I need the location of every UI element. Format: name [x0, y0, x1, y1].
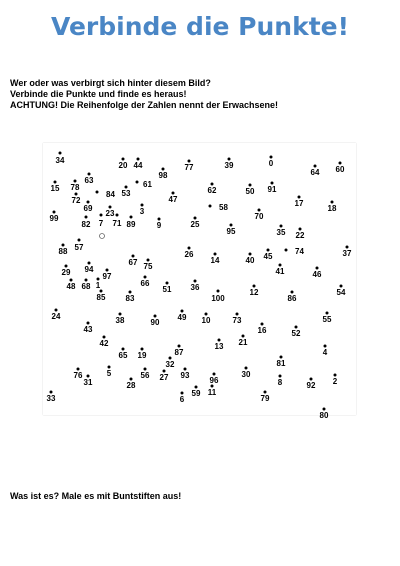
dot-label-40: 40	[245, 256, 255, 265]
dot-label-25: 25	[190, 220, 200, 229]
dot-label-12: 12	[249, 288, 259, 297]
dot-label-1: 1	[95, 281, 101, 290]
dot-label-43: 43	[83, 325, 93, 334]
dot-label-2: 2	[332, 377, 338, 386]
dot-label-57: 57	[74, 243, 84, 252]
dot-label-77: 77	[184, 163, 194, 172]
dot-label-97: 97	[102, 272, 112, 281]
dot-label-23: 23	[105, 209, 115, 218]
dot-label-71: 71	[112, 219, 122, 228]
dot-label-67: 67	[128, 258, 138, 267]
dot-label-74: 74	[295, 247, 304, 256]
dot-label-60: 60	[335, 165, 345, 174]
dot-label-51: 51	[162, 285, 172, 294]
start-marker-circle	[100, 234, 105, 239]
dot-label-70: 70	[254, 212, 264, 221]
dot-label-81: 81	[276, 359, 286, 368]
dot-label-85: 85	[96, 293, 106, 302]
dot-label-45: 45	[263, 252, 273, 261]
dot-label-52: 52	[291, 329, 301, 338]
dot-label-50: 50	[245, 187, 255, 196]
dot-label-93: 93	[180, 371, 190, 380]
dot-label-72: 72	[71, 196, 81, 205]
dot-57[interactable]	[78, 239, 81, 242]
dot-label-49: 49	[177, 313, 187, 322]
dot-label-48: 48	[66, 282, 76, 291]
dot-label-14: 14	[210, 256, 220, 265]
dot-label-91: 91	[267, 185, 277, 194]
dot-label-55: 55	[322, 315, 332, 324]
dot-label-16: 16	[257, 326, 267, 335]
dot-label-13: 13	[214, 342, 224, 351]
dot-label-86: 86	[287, 294, 297, 303]
dot-label-75: 75	[143, 262, 153, 271]
dot-label-37: 37	[342, 249, 352, 258]
dot-label-99: 99	[49, 214, 59, 223]
dot-label-73: 73	[232, 316, 242, 325]
dot-label-0: 0	[268, 159, 274, 168]
dot-label-88: 88	[58, 247, 68, 256]
dot-label-61: 61	[143, 180, 152, 189]
dot-label-4: 4	[322, 348, 328, 357]
dot-label-38: 38	[115, 316, 125, 325]
dot-82[interactable]	[85, 216, 88, 219]
instruction-line-2: Verbinde die Punkte und finde es heraus!	[10, 89, 187, 99]
dot-label-98: 98	[158, 171, 168, 180]
dot-label-22: 22	[295, 231, 305, 240]
dot-label-11: 11	[207, 388, 217, 397]
dot-label-95: 95	[226, 227, 236, 236]
instruction-line-3: ACHTUNG! Die Reihenfolge der Zahlen nennt der Erwachsene!	[10, 100, 279, 110]
dot-label-59: 59	[191, 389, 201, 398]
dot-label-69: 69	[83, 204, 93, 213]
dot-label-20: 20	[118, 161, 128, 170]
dot-label-56: 56	[140, 371, 150, 380]
dot-label-42: 42	[99, 339, 109, 348]
dot-label-24: 24	[51, 312, 61, 321]
dot-label-53: 53	[121, 189, 131, 198]
dot-label-35: 35	[276, 228, 286, 237]
page-title: Verbinde die Punkte!	[50, 12, 350, 41]
dot-label-82: 82	[81, 220, 91, 229]
dot-58[interactable]	[209, 205, 212, 208]
dot-label-89: 89	[126, 220, 136, 229]
dot-label-64: 64	[310, 168, 320, 177]
dot-label-96: 96	[209, 376, 219, 385]
dot-label-84: 84	[106, 190, 115, 199]
dot-label-6: 6	[179, 395, 185, 404]
dot-label-76: 76	[73, 371, 83, 380]
dot-label-47: 47	[168, 195, 178, 204]
dot-61[interactable]	[136, 181, 139, 184]
dot-label-3: 3	[139, 207, 145, 216]
dot-puzzle[interactable]	[43, 143, 356, 420]
dot-label-68: 68	[81, 282, 91, 291]
dot-label-31: 31	[83, 378, 93, 387]
dot-71[interactable]	[116, 214, 119, 217]
dot-label-100: 100	[211, 294, 225, 303]
instructions	[10, 78, 395, 111]
dot-label-79: 79	[260, 394, 270, 403]
dot-label-7: 7	[98, 219, 104, 228]
dot-100[interactable]	[217, 290, 220, 293]
dot-label-29: 29	[61, 268, 71, 277]
dot-label-18: 18	[327, 204, 337, 213]
dot-label-44: 44	[133, 161, 143, 170]
dot-label-26: 26	[184, 250, 194, 259]
dot-label-8: 8	[277, 378, 283, 387]
dot-label-5: 5	[106, 369, 112, 378]
dot-label-34: 34	[55, 156, 65, 165]
dot-label-46: 46	[312, 270, 322, 279]
dot-label-41: 41	[275, 267, 285, 276]
dot-puzzle-canvas[interactable]	[43, 143, 356, 420]
dot-89[interactable]	[130, 216, 133, 219]
dot-label-66: 66	[140, 279, 150, 288]
dot-label-15: 15	[50, 184, 60, 193]
dot-label-78: 78	[70, 183, 80, 192]
dot-label-27: 27	[159, 373, 169, 382]
dot-label-33: 33	[46, 394, 56, 403]
dot-label-63: 63	[84, 176, 94, 185]
instruction-line-1: Wer oder was verbirgt sich hinter diesem Bild?	[10, 78, 211, 88]
dot-label-83: 83	[125, 294, 135, 303]
dot-74[interactable]	[285, 249, 288, 252]
dot-label-90: 90	[150, 318, 160, 327]
dot-label-32: 32	[165, 360, 175, 369]
dot-34[interactable]	[59, 152, 62, 155]
dot-label-58: 58	[219, 203, 228, 212]
dot-label-19: 19	[137, 351, 147, 360]
dot-label-9: 9	[156, 221, 162, 230]
dot-84[interactable]	[96, 191, 99, 194]
dot-label-28: 28	[126, 381, 136, 390]
dot-label-21: 21	[238, 338, 248, 347]
dot-label-80: 80	[319, 411, 329, 420]
dot-label-36: 36	[190, 283, 200, 292]
dot-label-87: 87	[174, 348, 184, 357]
dot-label-62: 62	[207, 186, 217, 195]
dot-label-10: 10	[201, 316, 211, 325]
dot-label-94: 94	[84, 265, 94, 274]
dot-label-65: 65	[118, 351, 128, 360]
dot-label-92: 92	[306, 381, 316, 390]
dot-label-54: 54	[336, 288, 346, 297]
dot-label-30: 30	[241, 370, 251, 379]
coloring-instruction: Was ist es? Male es mit Buntstiften aus!	[10, 491, 182, 501]
dot-7[interactable]	[100, 214, 103, 217]
dot-label-17: 17	[294, 199, 304, 208]
dot-label-39: 39	[224, 161, 234, 170]
